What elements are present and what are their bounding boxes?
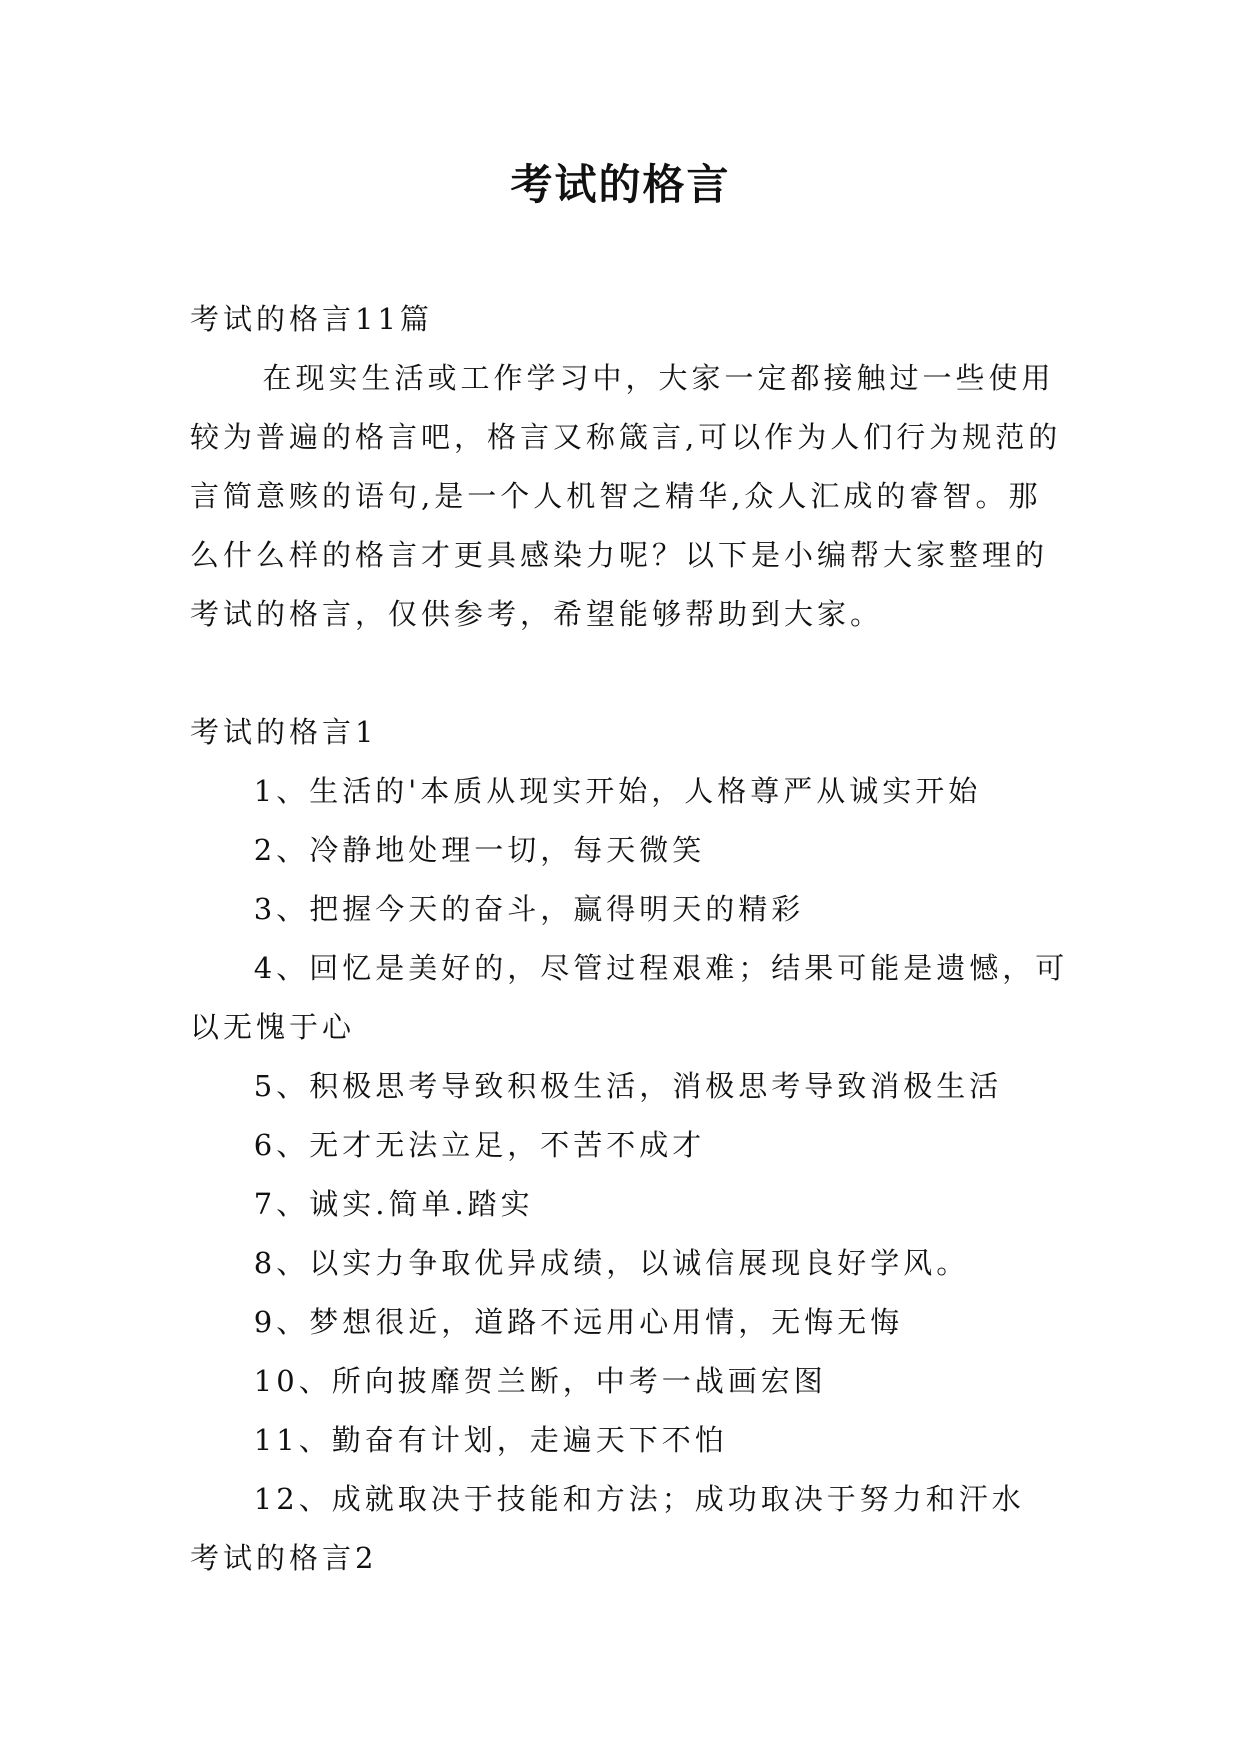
list-item: 9、梦想很近，道路不远用心用情，无悔无悔 [253, 1305, 904, 1339]
list-item: 1、生活的'本质从现实开始，人格尊严从诚实开始 [253, 774, 982, 808]
list-item: 12、成就取决于技能和方法；成功取决于努力和汗水 [253, 1482, 1025, 1516]
document-body [190, 290, 1070, 1588]
list-item: 7、诚实.简单.踏实 [253, 1187, 534, 1221]
intro-paragraph: 在现实生活或工作学习中，大家一定都接触过一些使用较为普遍的格言吧，格言又称箴言,可以作为人们行为规范的言简意赅的语句,是一个人机智之精华,众人汇成的睿智。那么什么样的格言才更具感染力呢？以下是小编帮大家整理的考试的格言，仅供参考，希望能够帮助到大家。 [190, 361, 1062, 631]
list-item: 6、无才无法立足，不苦不成才 [253, 1128, 706, 1162]
section-heading-1: 考试的格言1 [190, 715, 378, 749]
spacer [190, 644, 1070, 703]
list-item: 5、积极思考导致积极生活，消极思考导致消极生活 [253, 1069, 1003, 1103]
list-item: 3、把握今天的奋斗，赢得明天的精彩 [253, 892, 805, 926]
list-item: 11、勤奋有计划，走遍天下不怕 [253, 1423, 728, 1457]
list-item: 10、所向披靡贺兰断，中考一战画宏图 [253, 1364, 827, 1398]
list-item: 4、回忆是美好的，尽管过程艰难；结果可能是遗憾，可以无愧于心 [190, 951, 1069, 1044]
section-heading-2: 考试的格言2 [190, 1541, 378, 1575]
list-item: 8、以实力争取优异成绩，以诚信展现良好学风。 [253, 1246, 970, 1280]
subtitle: 考试的格言11篇 [190, 302, 433, 336]
list-item: 2、冷静地处理一切，每天微笑 [253, 833, 706, 867]
document-title: 考试的格言 [510, 160, 731, 209]
